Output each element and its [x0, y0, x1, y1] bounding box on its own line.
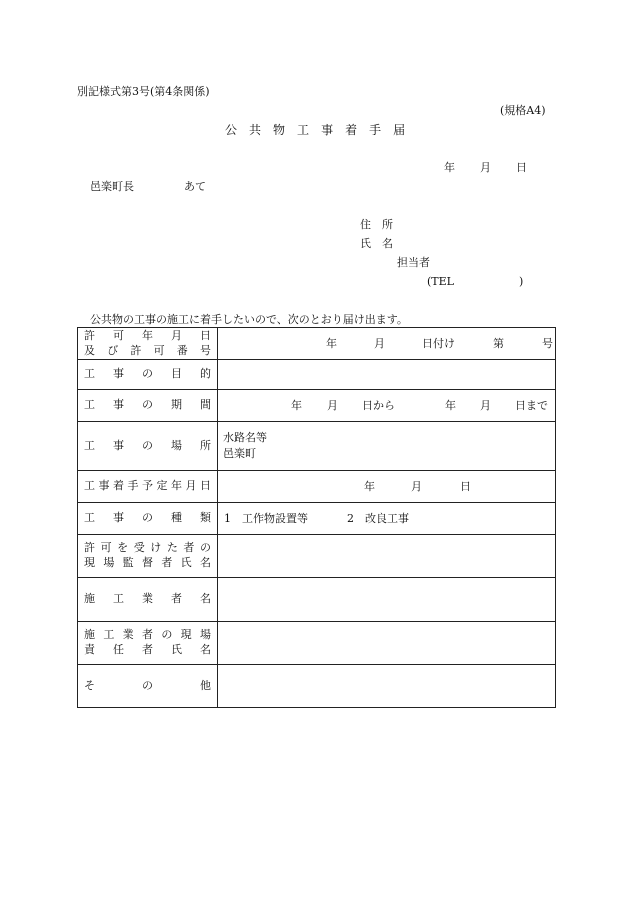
- label-line: [84, 556, 211, 571]
- row-value[interactable]: [218, 471, 556, 503]
- label-char: 事: [113, 398, 124, 412]
- row-value[interactable]: [218, 535, 556, 578]
- label-char: 可: [100, 541, 112, 555]
- row-site-supervisor: [78, 535, 556, 578]
- label-char: 手: [127, 479, 139, 493]
- label-char: 許: [130, 343, 142, 357]
- contact-person-label: 担当者: [397, 256, 430, 269]
- value-until: 日まで: [515, 399, 548, 412]
- row-purpose: [78, 360, 556, 390]
- label-char: 所: [200, 438, 211, 452]
- tel-close: ): [519, 275, 524, 288]
- label-char: た: [166, 541, 178, 555]
- label-char: 施: [84, 628, 95, 642]
- value-year: 年: [326, 337, 337, 350]
- label-char: 督: [141, 556, 153, 569]
- label-char: 事: [98, 479, 110, 493]
- row-permit-date-number: [78, 328, 556, 360]
- title-char: 事: [321, 123, 334, 137]
- label-char: 者: [183, 541, 195, 555]
- label-line: [84, 479, 211, 494]
- label-char: 現: [180, 628, 192, 642]
- label-char: 番: [176, 343, 188, 357]
- row-scheduled-start: [78, 471, 556, 503]
- label-char: 業: [122, 628, 134, 642]
- value-month-until: 月: [480, 399, 491, 412]
- row-value[interactable]: [218, 665, 556, 708]
- label-char: 業: [142, 592, 153, 606]
- label-char: 受: [133, 541, 145, 555]
- label-char: 工: [84, 398, 95, 412]
- label-line: [84, 398, 211, 413]
- label-char: 期: [171, 398, 182, 412]
- title-char: 工: [297, 123, 310, 137]
- label-char: 工: [103, 628, 115, 642]
- row-value[interactable]: [218, 578, 556, 622]
- label-char: 及: [84, 343, 95, 357]
- row-work-type: [78, 503, 556, 535]
- title-char: 物: [273, 123, 286, 137]
- date-day: 日: [516, 161, 527, 174]
- label-char: 工: [113, 592, 124, 606]
- row-location: [78, 422, 556, 471]
- label-char: の: [161, 628, 173, 642]
- row-value[interactable]: [218, 503, 556, 535]
- label-char: 着: [113, 479, 124, 493]
- label-char: 者: [161, 556, 173, 569]
- intro-text: 公共物の工事の施工に着手したいので、次のとおり届け出ます。: [90, 313, 408, 326]
- label-char: 目: [171, 367, 182, 381]
- date-year: 年: [444, 161, 455, 174]
- label-char: 類: [200, 511, 211, 525]
- title-char: 公: [225, 123, 238, 137]
- label-char: 名: [200, 643, 211, 656]
- label-line: [84, 628, 211, 643]
- title-char: 共: [249, 123, 262, 137]
- label-char: 的: [200, 367, 211, 381]
- label-char: 事: [113, 367, 124, 381]
- row-contractor-name: [78, 578, 556, 622]
- label-char: 可: [153, 343, 165, 357]
- label-char: 者: [141, 628, 153, 642]
- label-char: 可: [113, 328, 124, 342]
- label-line: [84, 541, 211, 556]
- label-char: 号: [199, 343, 211, 357]
- title-char: 手: [369, 123, 382, 137]
- row-value[interactable]: [218, 622, 556, 665]
- row-label: [78, 390, 218, 422]
- row-label: [78, 328, 218, 360]
- label-char: け: [150, 541, 162, 555]
- value-from: 日から: [362, 399, 395, 412]
- row-label: [78, 503, 218, 535]
- value-issue: 号: [542, 337, 553, 350]
- value-year: 年: [364, 480, 375, 493]
- label-char: 日: [200, 328, 211, 342]
- row-contractor-manager: [78, 622, 556, 665]
- label-line: [84, 592, 211, 607]
- row-value[interactable]: [218, 328, 556, 360]
- label-char: の: [199, 541, 211, 555]
- title-char: 着: [345, 123, 358, 137]
- row-label: [78, 422, 218, 471]
- label-line: [84, 439, 211, 454]
- label-line: [84, 367, 211, 382]
- label-char: 任: [113, 643, 124, 656]
- label-char: 氏: [180, 556, 192, 569]
- row-value[interactable]: [218, 422, 556, 471]
- form-reference: 別記様式第3号(第4条関係): [77, 85, 210, 98]
- row-label: [78, 535, 218, 578]
- label-char: 他: [200, 678, 211, 692]
- label-char: 施: [84, 592, 95, 606]
- label-char: の: [142, 367, 153, 381]
- label-char: 名: [200, 592, 211, 606]
- label-line: [84, 511, 211, 526]
- row-label: [78, 665, 218, 708]
- label-char: 現: [84, 556, 95, 569]
- value-month-from: 月: [327, 399, 338, 412]
- label-line: [84, 643, 211, 658]
- label-char: そ: [84, 678, 95, 692]
- label-char: 者: [171, 592, 182, 606]
- label-char: 責: [84, 643, 95, 656]
- addressee-name: 邑楽町長: [90, 180, 134, 193]
- label-char: 場: [171, 438, 182, 452]
- label-char: を: [117, 541, 129, 555]
- label-char: 種: [171, 511, 182, 525]
- value-year-from: 年: [291, 399, 302, 412]
- value-month: 月: [411, 480, 422, 493]
- label-char: 月: [185, 479, 197, 493]
- row-label: [78, 360, 218, 390]
- work-type-option-2: 2 改良工事: [347, 512, 409, 525]
- label-char: 事: [113, 511, 124, 525]
- address-label: 住 所: [360, 218, 393, 231]
- label-char: の: [142, 398, 153, 412]
- label-char: 年: [142, 328, 153, 342]
- label-char: 氏: [171, 643, 182, 656]
- document-title: [225, 124, 405, 136]
- label-char: の: [142, 511, 153, 525]
- value-month: 月: [374, 337, 385, 350]
- title-char: 届: [393, 123, 406, 137]
- date-month: 月: [480, 161, 491, 174]
- label-char: の: [142, 678, 153, 692]
- paper-size-note: (規格A4): [500, 104, 546, 117]
- label-char: 間: [200, 398, 211, 412]
- label-char: 事: [113, 438, 124, 452]
- name-label: 氏 名: [360, 237, 393, 250]
- label-char: 年: [171, 479, 182, 493]
- row-value[interactable]: [218, 360, 556, 390]
- row-other: [78, 665, 556, 708]
- row-label: [78, 578, 218, 622]
- row-value[interactable]: [218, 390, 556, 422]
- tel-open: (TEL: [427, 275, 454, 288]
- label-char: 定: [156, 479, 168, 493]
- label-char: 工: [84, 438, 95, 452]
- value-no: 第: [493, 337, 504, 350]
- value-dated: 日付け: [422, 337, 455, 350]
- location-line: 水路名等: [223, 431, 267, 445]
- label-char: び: [107, 343, 119, 357]
- value-day: 日: [460, 480, 471, 493]
- work-type-option-1: 1 工作物設置等: [224, 512, 308, 525]
- label-char: の: [142, 438, 153, 452]
- label-char: 工: [84, 511, 95, 525]
- label-char: 予: [142, 479, 153, 493]
- label-char: 監: [122, 556, 134, 569]
- label-line: [84, 329, 211, 344]
- label-char: 場: [103, 556, 115, 569]
- label-line: [84, 679, 211, 694]
- label-char: 工: [84, 479, 95, 493]
- label-char: 許: [84, 541, 95, 555]
- label-char: 場: [199, 628, 211, 642]
- location-line: 邑楽町: [223, 447, 256, 460]
- addressee-suffix: あて: [184, 180, 206, 193]
- label-char: 許: [84, 328, 95, 342]
- label-line: [84, 344, 211, 359]
- row-period: [78, 390, 556, 422]
- label-char: 工: [84, 367, 95, 381]
- row-label: [78, 471, 218, 503]
- label-char: 名: [199, 556, 211, 569]
- row-label: [78, 622, 218, 665]
- application-table: [77, 327, 556, 708]
- label-char: 月: [171, 328, 182, 342]
- value-year-until: 年: [445, 399, 456, 412]
- label-char: 者: [142, 643, 153, 656]
- label-char: 日: [200, 479, 211, 493]
